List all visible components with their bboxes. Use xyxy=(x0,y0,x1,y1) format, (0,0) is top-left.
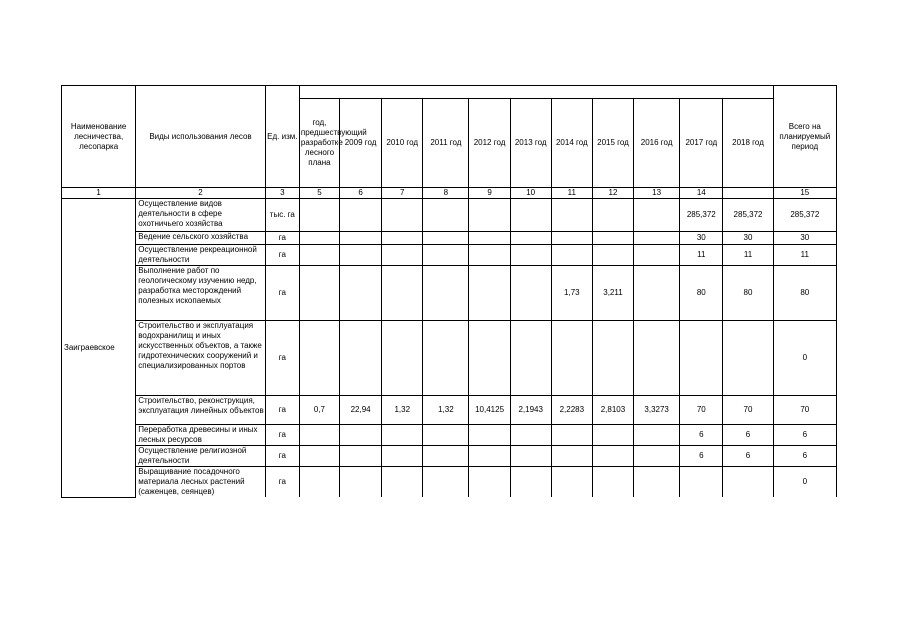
forestry-name-cell: Заиграевское xyxy=(62,199,136,498)
use-type-cell: Осуществление религиозной деятельности xyxy=(136,446,265,467)
col-number: 1 xyxy=(62,188,136,199)
value-cell: 2,1943 xyxy=(510,396,551,425)
header-years-group xyxy=(299,86,773,99)
value-cell xyxy=(592,321,633,396)
value-cell xyxy=(592,232,633,245)
unit-cell: га xyxy=(265,266,299,321)
value-cell: 6 xyxy=(680,425,723,446)
value-cell xyxy=(680,321,723,396)
use-type-cell: Ведение сельского хозяйства xyxy=(136,232,265,245)
value-cell xyxy=(634,266,680,321)
value-cell: 80 xyxy=(723,266,773,321)
value-cell xyxy=(423,199,469,232)
use-type-cell: Выращивание посадочного материала лесных растений (саженцев, сеянцев) xyxy=(136,467,265,498)
value-cell: 11 xyxy=(680,245,723,266)
value-cell xyxy=(510,321,551,396)
value-cell: 3,211 xyxy=(592,266,633,321)
value-cell: 6 xyxy=(773,425,836,446)
table-row xyxy=(62,446,837,467)
value-cell: 11 xyxy=(723,245,773,266)
value-cell: 30 xyxy=(680,232,723,245)
col-number: 12 xyxy=(592,188,633,199)
column-number-row xyxy=(62,188,837,199)
header-2017: 2017 год xyxy=(680,99,723,188)
value-cell xyxy=(423,467,469,498)
unit-cell: га xyxy=(265,232,299,245)
header-2011: 2011 год xyxy=(423,99,469,188)
value-cell xyxy=(340,467,382,498)
unit-cell: га xyxy=(265,446,299,467)
value-cell xyxy=(592,446,633,467)
unit-cell: га xyxy=(265,425,299,446)
value-cell: 80 xyxy=(680,266,723,321)
header-forestry: Наименование лесничества, лесопарка xyxy=(62,86,136,188)
value-cell: 6 xyxy=(773,446,836,467)
col-number: 2 xyxy=(136,188,265,199)
header-2018: 2018 год xyxy=(723,99,773,188)
col-number: 15 xyxy=(773,188,836,199)
value-cell xyxy=(634,446,680,467)
value-cell xyxy=(469,232,510,245)
unit-cell: тыс. га xyxy=(265,199,299,232)
use-type-cell: Осуществление рекреационной деятельности xyxy=(136,245,265,266)
value-cell: 11 xyxy=(773,245,836,266)
value-cell xyxy=(382,467,423,498)
value-cell xyxy=(510,467,551,498)
col-number: 8 xyxy=(423,188,469,199)
value-cell xyxy=(510,425,551,446)
value-cell xyxy=(299,266,339,321)
table-row xyxy=(62,425,837,446)
value-cell xyxy=(423,266,469,321)
value-cell xyxy=(551,321,592,396)
value-cell xyxy=(551,425,592,446)
value-cell: 6 xyxy=(680,446,723,467)
header-total: Всего на планируемый период xyxy=(773,86,836,188)
value-cell: 6 xyxy=(723,425,773,446)
value-cell xyxy=(469,199,510,232)
value-cell xyxy=(340,321,382,396)
table-row xyxy=(62,199,837,232)
header-2013: 2013 год xyxy=(510,99,551,188)
value-cell xyxy=(551,446,592,467)
value-cell xyxy=(340,446,382,467)
value-cell xyxy=(469,321,510,396)
value-cell xyxy=(340,425,382,446)
value-cell: 0 xyxy=(773,321,836,396)
value-cell xyxy=(340,266,382,321)
value-cell: 2,2283 xyxy=(551,396,592,425)
table-row xyxy=(62,396,837,425)
value-cell xyxy=(340,232,382,245)
header-2015: 2015 год xyxy=(592,99,633,188)
header-2010: 2010 год xyxy=(382,99,423,188)
value-cell xyxy=(680,467,723,498)
value-cell xyxy=(299,199,339,232)
use-type-cell: Строительство, реконструкция, эксплуатация линейных объектов xyxy=(136,396,265,425)
value-cell: 0 xyxy=(773,467,836,498)
value-cell: 1,73 xyxy=(551,266,592,321)
value-cell xyxy=(382,425,423,446)
value-cell: 10,4125 xyxy=(469,396,510,425)
value-cell xyxy=(634,232,680,245)
value-cell: 0,7 xyxy=(299,396,339,425)
col-number: 7 xyxy=(382,188,423,199)
value-cell: 70 xyxy=(723,396,773,425)
value-cell xyxy=(382,245,423,266)
value-cell xyxy=(423,245,469,266)
header-2012: 2012 год xyxy=(469,99,510,188)
value-cell: 1,32 xyxy=(423,396,469,425)
unit-cell: га xyxy=(265,245,299,266)
value-cell xyxy=(592,425,633,446)
forest-use-table xyxy=(61,85,837,498)
header-2009: 2009 год xyxy=(340,99,382,188)
value-cell xyxy=(723,321,773,396)
value-cell xyxy=(382,321,423,396)
value-cell: 285,372 xyxy=(723,199,773,232)
value-cell xyxy=(469,245,510,266)
table-row xyxy=(62,232,837,245)
value-cell xyxy=(423,321,469,396)
col-number: 11 xyxy=(551,188,592,199)
value-cell xyxy=(382,199,423,232)
use-type-cell: Выполнение работ по геологическому изучению недр, разработка месторождений полезных ископаемых xyxy=(136,266,265,321)
value-cell xyxy=(510,199,551,232)
value-cell xyxy=(551,232,592,245)
value-cell xyxy=(469,467,510,498)
table-row xyxy=(62,321,837,396)
header-prev-year: год, предшествующий разработке лесного плана xyxy=(299,99,339,188)
unit-cell: га xyxy=(265,321,299,396)
table-row xyxy=(62,467,837,498)
col-number: 9 xyxy=(469,188,510,199)
value-cell: 70 xyxy=(680,396,723,425)
value-cell xyxy=(382,266,423,321)
value-cell xyxy=(510,446,551,467)
value-cell xyxy=(299,245,339,266)
col-number: 6 xyxy=(340,188,382,199)
unit-cell: га xyxy=(265,467,299,498)
value-cell xyxy=(340,199,382,232)
value-cell xyxy=(510,266,551,321)
value-cell xyxy=(423,446,469,467)
value-cell xyxy=(551,245,592,266)
value-cell xyxy=(469,446,510,467)
value-cell: 80 xyxy=(773,266,836,321)
value-cell xyxy=(382,232,423,245)
value-cell xyxy=(423,425,469,446)
value-cell xyxy=(723,467,773,498)
value-cell: 285,372 xyxy=(680,199,723,232)
header-unit: Ед. изм. xyxy=(265,86,299,188)
table-row xyxy=(62,245,837,266)
table-row xyxy=(62,266,837,321)
col-number xyxy=(723,188,773,199)
use-type-cell: Строительство и эксплуатация водохранилищ и иных искусственных объектов, а также гидротехнических сооружений и специализированных портов xyxy=(136,321,265,396)
value-cell xyxy=(299,232,339,245)
header-2014: 2014 год xyxy=(551,99,592,188)
value-cell xyxy=(469,266,510,321)
value-cell: 3,3273 xyxy=(634,396,680,425)
value-cell: 30 xyxy=(723,232,773,245)
value-cell xyxy=(469,425,510,446)
value-cell xyxy=(592,199,633,232)
value-cell xyxy=(592,467,633,498)
value-cell xyxy=(299,425,339,446)
value-cell xyxy=(634,467,680,498)
value-cell xyxy=(634,245,680,266)
unit-cell: га xyxy=(265,396,299,425)
value-cell xyxy=(299,446,339,467)
value-cell xyxy=(634,199,680,232)
use-type-cell: Осуществление видов деятельности в сфере охотничьего хозяйства xyxy=(136,199,265,232)
col-number: 3 xyxy=(265,188,299,199)
value-cell: 30 xyxy=(773,232,836,245)
value-cell xyxy=(299,321,339,396)
value-cell xyxy=(382,446,423,467)
value-cell xyxy=(340,245,382,266)
value-cell: 1,32 xyxy=(382,396,423,425)
table-body xyxy=(62,199,837,498)
col-number: 14 xyxy=(680,188,723,199)
value-cell: 285,372 xyxy=(773,199,836,232)
col-number: 10 xyxy=(510,188,551,199)
value-cell xyxy=(551,199,592,232)
value-cell xyxy=(510,245,551,266)
use-type-cell: Переработка древесины и иных лесных ресурсов xyxy=(136,425,265,446)
value-cell: 2,8103 xyxy=(592,396,633,425)
value-cell xyxy=(299,467,339,498)
value-cell: 70 xyxy=(773,396,836,425)
value-cell xyxy=(634,425,680,446)
header-use-types: Виды использования лесов xyxy=(136,86,265,188)
value-cell xyxy=(510,232,551,245)
value-cell: 22,94 xyxy=(340,396,382,425)
value-cell xyxy=(551,467,592,498)
value-cell xyxy=(423,232,469,245)
value-cell xyxy=(634,321,680,396)
col-number: 13 xyxy=(634,188,680,199)
value-cell: 6 xyxy=(723,446,773,467)
header-2016: 2016 год xyxy=(634,99,680,188)
col-number: 5 xyxy=(299,188,339,199)
value-cell xyxy=(592,245,633,266)
